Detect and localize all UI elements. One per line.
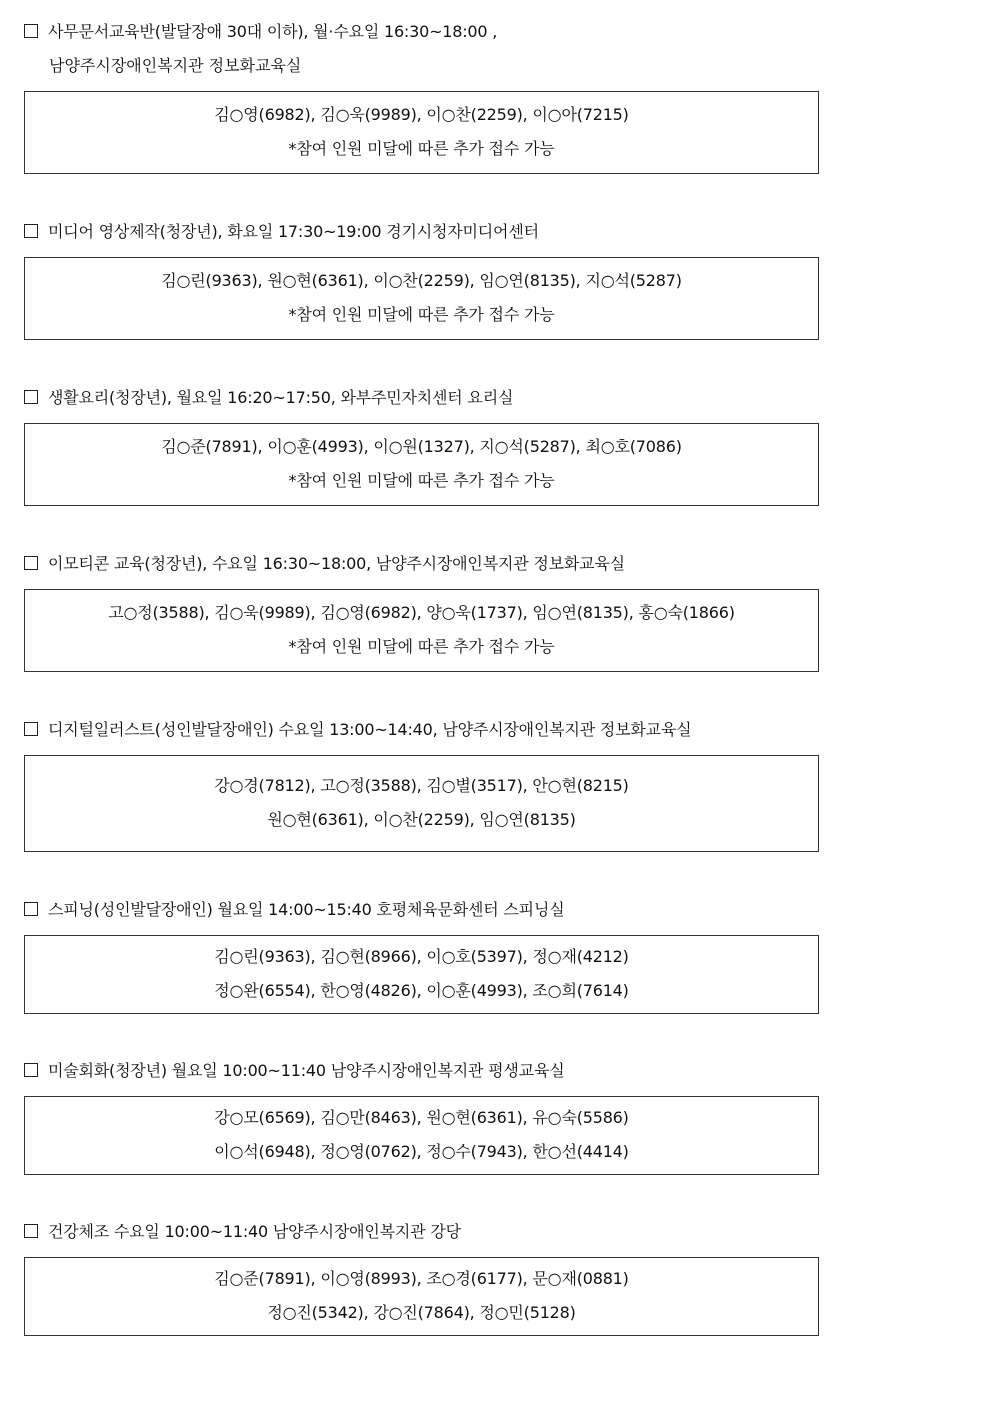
program-heading — [24, 220, 819, 244]
participant-note: *참여 인원 미달에 따른 추가 접수 가능 — [288, 471, 555, 490]
program-heading-text: 이모티콘 교육(청장년), 수요일 16:30~18:00, 남양주시장애인복지관 정보화교육실 — [48, 554, 625, 573]
checkbox-bullet-icon — [24, 722, 38, 736]
checkbox-bullet-icon — [24, 556, 38, 570]
participant-note: *참여 인원 미달에 따른 추가 접수 가능 — [288, 139, 555, 158]
program-heading-text: 미술회화(청장년) 월요일 10:00~11:40 남양주시장애인복지관 평생교육실 — [48, 1061, 565, 1080]
program-heading-text: 스피닝(성인발달장애인) 월요일 14:00~15:40 호평체육문화센터 스피닝실 — [48, 900, 565, 919]
program-heading — [24, 1220, 819, 1244]
program-heading-text: 생활요리(청장년), 월요일 16:20~17:50, 와부주민자치센터 요리실 — [48, 388, 514, 407]
program-section-media — [24, 220, 819, 340]
checkbox-bullet-icon — [24, 902, 38, 916]
program-section-office-docs — [24, 20, 819, 174]
program-heading — [24, 386, 819, 410]
participant-list: 강○모(6569), 김○만(8463), 원○현(6361), 유○숙(5586) — [214, 1108, 629, 1127]
program-heading-text: 사무문서교육반(발달장애 30대 이하), 월·수요일 16:30~18:00 , — [48, 22, 498, 41]
participant-list: 김○준(7891), 이○영(8993), 조○경(6177), 문○재(0881) — [214, 1269, 629, 1288]
participant-box — [24, 1257, 819, 1336]
participant-box — [24, 91, 819, 174]
participant-box — [24, 1096, 819, 1175]
checkbox-bullet-icon — [24, 1224, 38, 1238]
participant-note: *참여 인원 미달에 따른 추가 접수 가능 — [288, 305, 555, 324]
program-section-cooking — [24, 386, 819, 506]
participant-list: 원○현(6361), 이○찬(2259), 임○연(8135) — [267, 810, 576, 829]
participant-box — [24, 423, 819, 506]
program-section-art — [24, 1059, 819, 1175]
checkbox-bullet-icon — [24, 1063, 38, 1077]
participant-list: 강○경(7812), 고○정(3588), 김○별(3517), 안○현(8215) — [214, 776, 629, 795]
program-section-exercise — [24, 1220, 819, 1336]
program-heading-text: 건강체조 수요일 10:00~11:40 남양주시장애인복지관 강당 — [48, 1222, 461, 1241]
program-heading — [24, 1059, 819, 1083]
participant-box — [24, 257, 819, 340]
program-location: 남양주시장애인복지관 정보화교육실 — [49, 56, 302, 75]
participant-box — [24, 755, 819, 852]
program-heading — [24, 20, 819, 44]
participant-list: 김○린(9363), 원○현(6361), 이○찬(2259), 임○연(8135), 지○석(5287) — [161, 271, 682, 290]
program-section-emoticon — [24, 552, 819, 672]
checkbox-bullet-icon — [24, 24, 38, 38]
program-heading — [24, 552, 819, 576]
participant-list: 김○준(7891), 이○훈(4993), 이○원(1327), 지○석(5287), 최○호(7086) — [161, 437, 682, 456]
program-heading-text: 미디어 영상제작(청장년), 화요일 17:30~19:00 경기시청자미디어센터 — [48, 222, 539, 241]
checkbox-bullet-icon — [24, 390, 38, 404]
participant-list: 정○진(5342), 강○진(7864), 정○민(5128) — [267, 1303, 576, 1322]
program-section-digital-illust — [24, 718, 819, 852]
participant-box — [24, 935, 819, 1014]
participant-list: 이○석(6948), 정○영(0762), 정○수(7943), 한○선(4414) — [214, 1142, 629, 1161]
participant-box — [24, 589, 819, 672]
participant-note: *참여 인원 미달에 따른 추가 접수 가능 — [288, 637, 555, 656]
participant-list: 김○영(6982), 김○욱(9989), 이○찬(2259), 이○아(7215) — [214, 105, 629, 124]
program-heading-text: 디지털일러스트(성인발달장애인) 수요일 13:00~14:40, 남양주시장애인복지관 정보화교육실 — [48, 720, 692, 739]
program-heading — [24, 718, 819, 742]
participant-list: 김○린(9363), 김○현(8966), 이○호(5397), 정○재(4212) — [214, 947, 629, 966]
program-heading — [24, 898, 819, 922]
participant-list: 고○정(3588), 김○욱(9989), 김○영(6982), 양○욱(1737), 임○연(8135), 홍○숙(1866) — [108, 603, 735, 622]
participant-list: 정○완(6554), 한○영(4826), 이○훈(4993), 조○희(7614) — [214, 981, 629, 1000]
checkbox-bullet-icon — [24, 224, 38, 238]
program-section-spinning — [24, 898, 819, 1014]
